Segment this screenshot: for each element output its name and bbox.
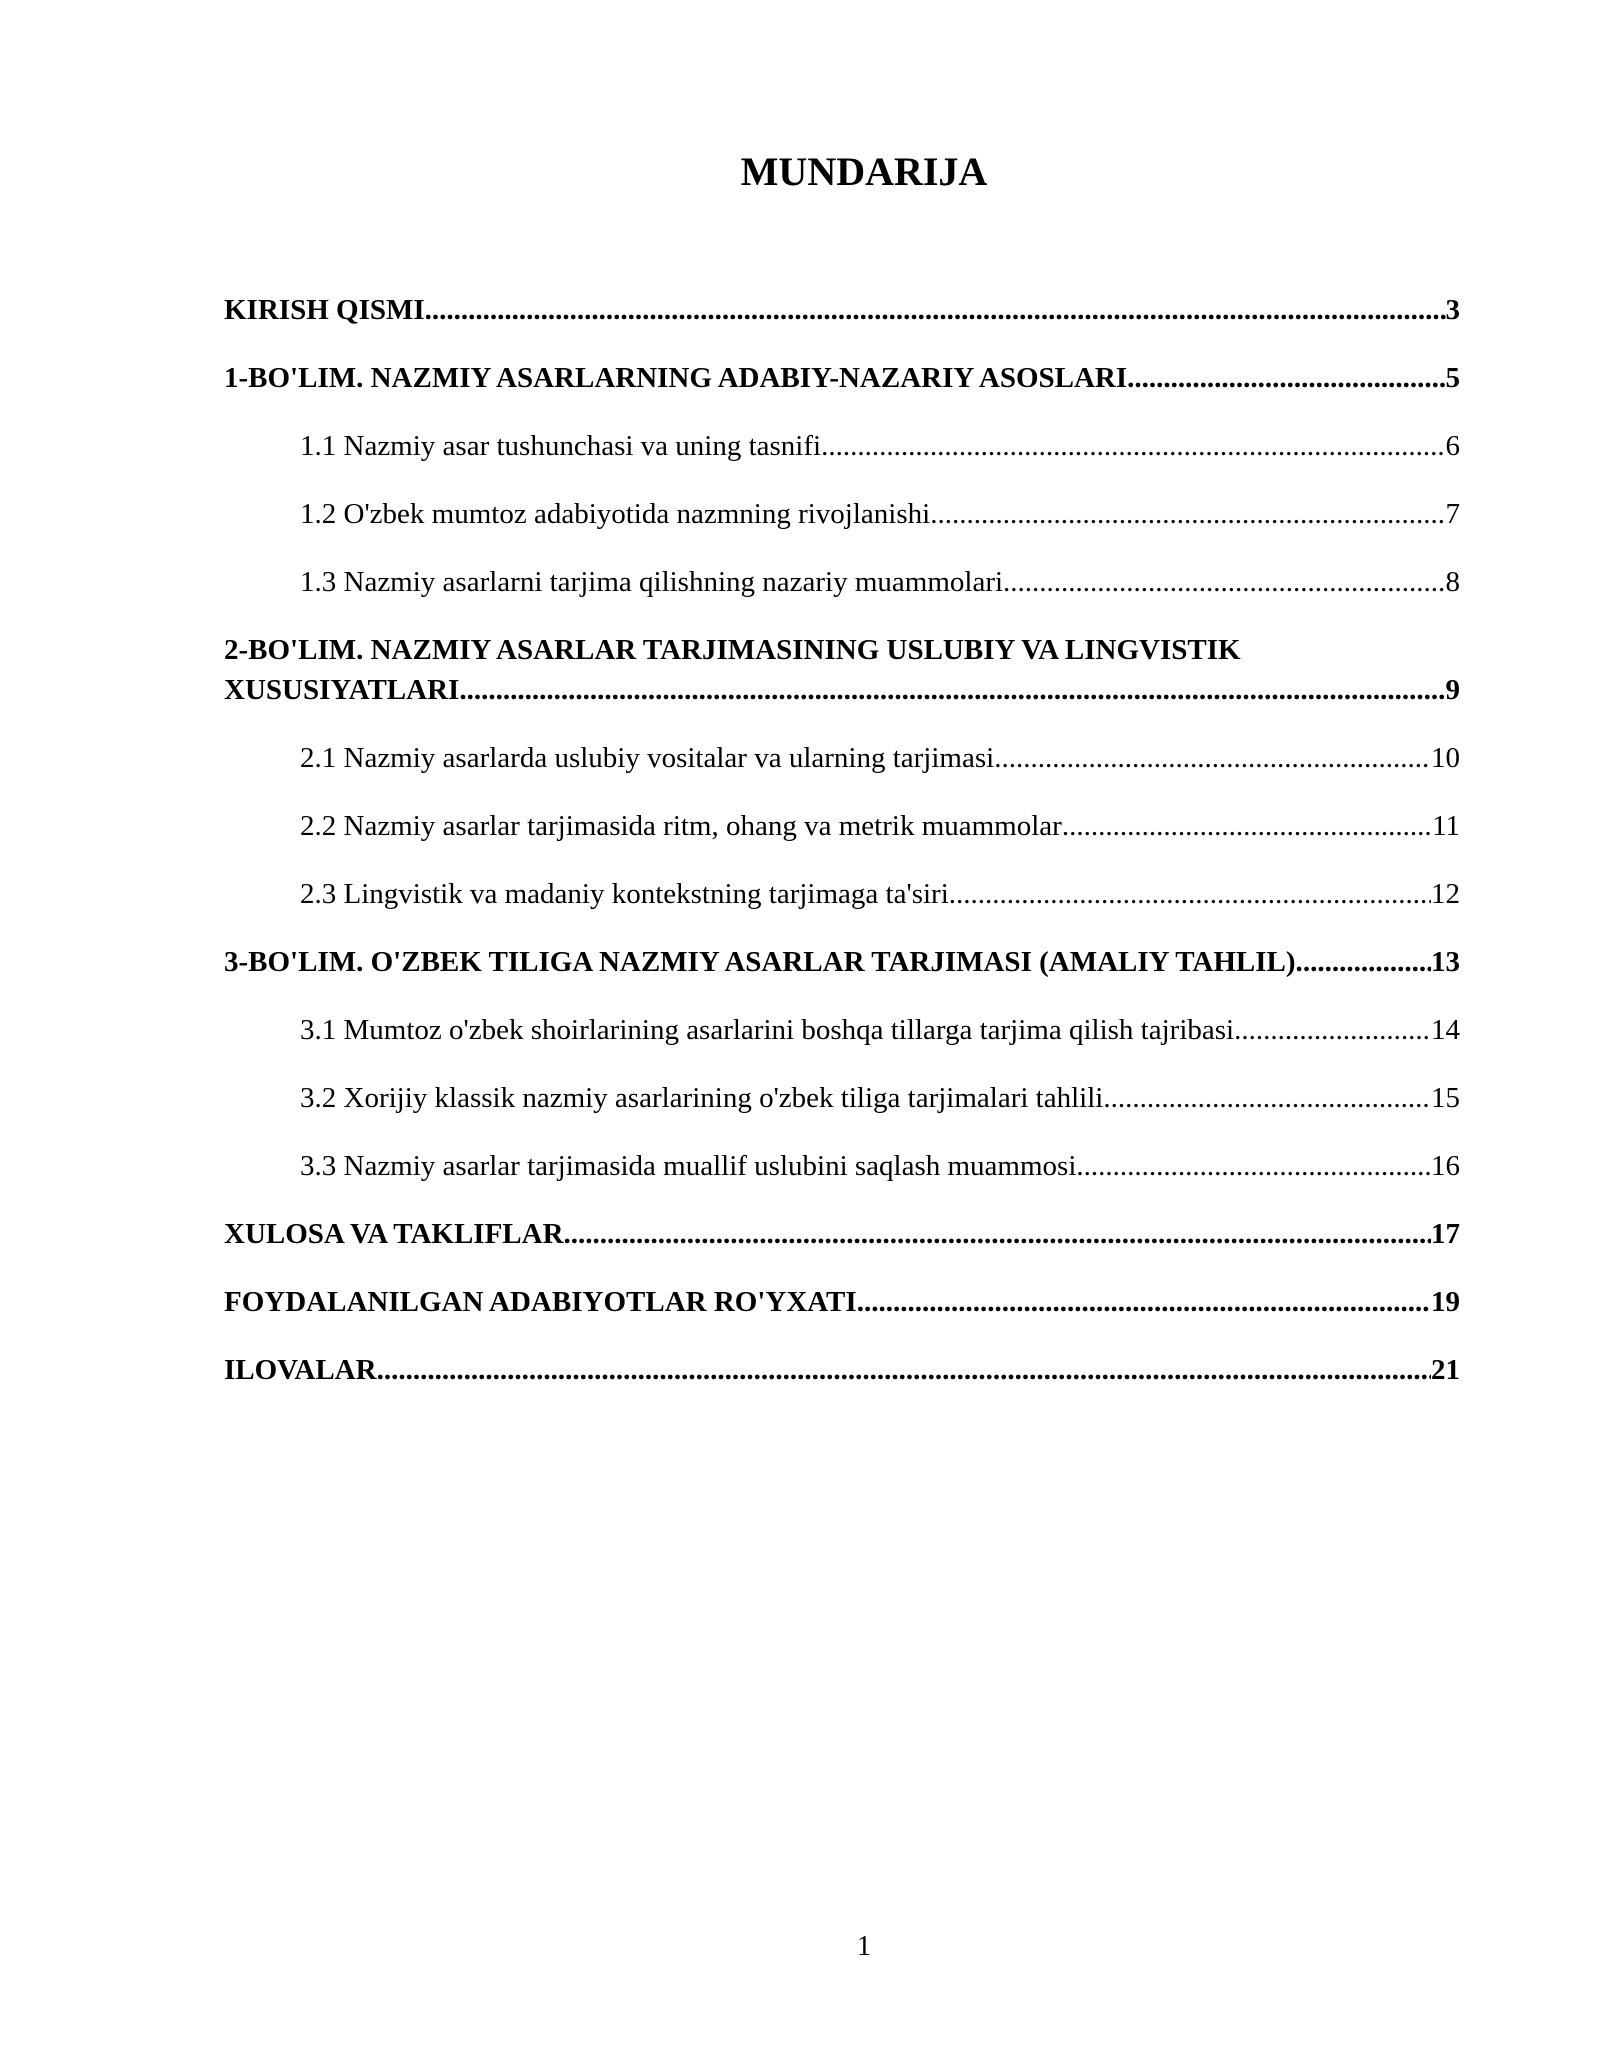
toc-entry-title: XUSUSIYATLARI	[224, 674, 460, 706]
toc-entry-title: 2.1 Nazmiy asarlarda uslubiy vositalar va ularning tarjimasi	[300, 742, 995, 774]
page-number: 1	[856, 1930, 872, 1962]
toc-dot-leader	[459, 670, 1445, 710]
toc-dot-leader	[930, 494, 1445, 534]
table-of-contents	[224, 290, 1460, 1418]
toc-entry-chapter-2[interactable]	[224, 630, 1460, 710]
toc-page-number: 7	[1445, 498, 1460, 530]
toc-entry-title: 3.3 Nazmiy asarlar tarjimasida muallif uslubini saqlash muammosi	[300, 1150, 1077, 1182]
toc-page-number: 14	[1431, 1014, 1460, 1046]
toc-entry-section-3-2[interactable]	[224, 1078, 1460, 1118]
toc-entry-title: 1-BO'LIM. NAZMIY ASARLARNING ADABIY-NAZARIY ASOSLARI	[224, 362, 1128, 394]
toc-dot-leader	[1303, 942, 1431, 982]
toc-entry-title: ILOVALAR	[224, 1354, 377, 1386]
toc-dot-leader	[821, 426, 1445, 466]
toc-entry-title: 2.2 Nazmiy asarlar tarjimasida ritm, ohang va metrik muammolar	[300, 810, 1062, 842]
toc-entry-title: 3.1 Mumtoz o'zbek shoirlarining asarlarini boshqa tillarga tarjima qilish tajribasi	[300, 1014, 1235, 1046]
toc-page-number: 5	[1445, 362, 1460, 394]
toc-entry-title: 3-BO'LIM. O'ZBEK TILIGA NAZMIY ASARLAR TARJIMASI (AMALIY TAHLIL).	[224, 946, 1303, 978]
toc-entry-title: 2.3 Lingvistik va madaniy kontekstning tarjimaga ta'siri	[300, 878, 949, 910]
toc-entry-title: KIRISH QISMI	[224, 294, 425, 326]
toc-entry-title: 1.1 Nazmiy asar tushunchasi va uning tasnifi	[300, 430, 822, 462]
toc-entry-chapter-1[interactable]	[224, 358, 1460, 398]
toc-entry-title-line-1: 2-BO'LIM. NAZMIY ASARLAR TARJIMASINING USLUBIY VA LINGVISTIK	[224, 634, 1241, 666]
toc-entry-kirish[interactable]	[224, 290, 1460, 330]
toc-entry-section-2-1[interactable]	[224, 738, 1460, 778]
toc-page-number: 17	[1431, 1218, 1460, 1250]
toc-entry-title: FOYDALANILGAN ADABIYOTLAR RO'YXATI	[224, 1286, 857, 1318]
toc-dot-leader	[564, 1214, 1431, 1254]
toc-page-number: 8	[1445, 566, 1460, 598]
toc-page-number: 16	[1431, 1150, 1460, 1182]
toc-page-number: 21	[1431, 1354, 1460, 1386]
toc-dot-leader	[857, 1282, 1431, 1322]
toc-entry-section-1-3[interactable]	[224, 562, 1460, 602]
toc-entry-title: 3.2 Xorijiy klassik nazmiy asarlarining o'zbek tiliga tarjimalari tahlili	[300, 1082, 1104, 1114]
toc-page-number: 9	[1445, 674, 1460, 706]
toc-page-number: 12	[1431, 878, 1460, 910]
toc-page-number: 6	[1445, 430, 1460, 462]
toc-entry-xulosa[interactable]	[224, 1214, 1460, 1254]
toc-entry-section-1-1[interactable]	[224, 426, 1460, 466]
toc-entry-section-1-2[interactable]	[224, 494, 1460, 534]
toc-page-number: 13	[1431, 946, 1460, 978]
toc-entry-title: XULOSA VA TAKLIFLAR	[224, 1218, 564, 1250]
toc-dot-leader	[425, 290, 1446, 330]
toc-dot-leader	[994, 738, 1431, 778]
toc-dot-leader	[1234, 1010, 1431, 1050]
toc-dot-leader	[1003, 562, 1445, 602]
toc-dot-leader	[1062, 806, 1432, 846]
toc-dot-leader	[1103, 1078, 1431, 1118]
toc-entry-chapter-3[interactable]	[224, 942, 1460, 982]
toc-dot-leader	[1127, 358, 1445, 398]
toc-page-number: 19	[1431, 1286, 1460, 1318]
toc-dot-leader	[377, 1350, 1431, 1390]
toc-dot-leader	[1076, 1146, 1431, 1186]
toc-entry-title: 1.3 Nazmiy asarlarni tarjima qilishning nazariy muammolari	[300, 566, 1004, 598]
toc-entry-adabiyotlar[interactable]	[224, 1282, 1460, 1322]
toc-entry-section-2-3[interactable]	[224, 874, 1460, 914]
toc-page-number: 10	[1431, 742, 1460, 774]
toc-entry-section-3-3[interactable]	[224, 1146, 1460, 1186]
toc-page-number: 15	[1431, 1082, 1460, 1114]
toc-page-number: 3	[1445, 294, 1460, 326]
toc-dot-leader	[949, 874, 1431, 914]
page-title: MUNDARIJA	[740, 149, 988, 194]
toc-entry-title: 1.2 O'zbek mumtoz adabiyotida nazmning rivojlanishi	[300, 498, 931, 530]
toc-entry-ilovalar[interactable]	[224, 1350, 1460, 1390]
toc-entry-section-3-1[interactable]	[224, 1010, 1460, 1050]
toc-page-number: 11	[1432, 810, 1460, 842]
toc-entry-section-2-2[interactable]	[224, 806, 1460, 846]
